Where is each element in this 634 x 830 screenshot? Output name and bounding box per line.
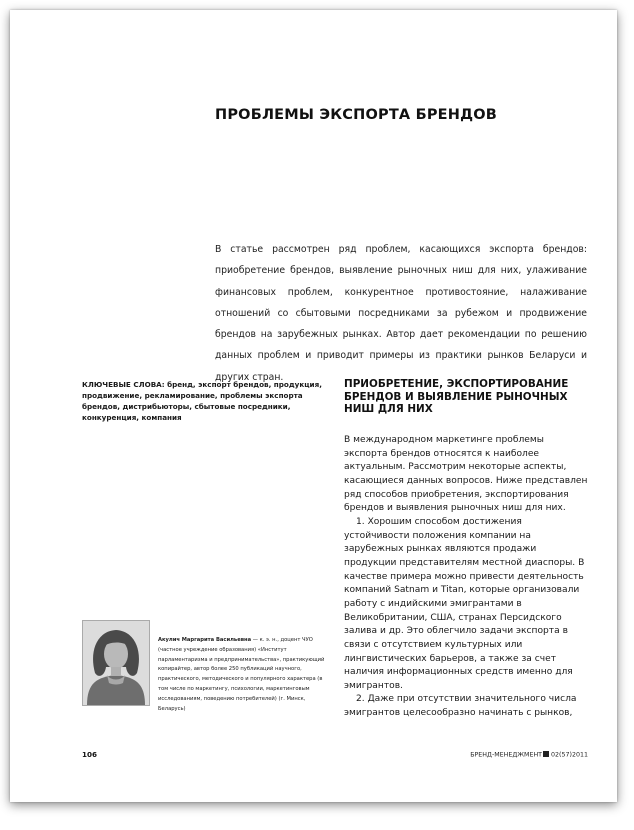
keywords-label: КЛЮЧЕВЫЕ СЛОВА: <box>82 380 165 389</box>
body-paragraph: 1. Хорошим способом достижения устойчивости положения компании на зарубежных рынках являются продажи продукции представителям местной диаспоры. В качестве примера можно привести деятельность компаний Satnam и Titan, которые организовали работу с индийскими эмигрантами в Великобритании, США, странах Персидского залива и др. Это облегчило задачи экспорта в связи с отсутствием культурных или лингвистических барьеров, а также за счет наличия информационных средств именно для эмигрантов. <box>344 516 585 691</box>
journal-footer <box>470 751 588 759</box>
article-body <box>344 434 589 721</box>
article-abstract <box>215 239 587 388</box>
section-heading: ПРИОБРЕТЕНИЕ, ЭКСПОРТИРОВАНИЕ БРЕНДОВ И ВЫЯВЛЕНИЕ РЫНОЧНЫХ НИШ ДЛЯ НИХ <box>344 378 569 416</box>
journal-name: БРЕНД-МЕНЕДЖМЕНТ <box>470 751 543 759</box>
keywords-block <box>82 379 332 423</box>
square-icon <box>543 751 549 757</box>
abstract-text: В статье рассмотрен ряд проблем, касающихся экспорта брендов: приобретение брендов, выявление рыночных ниш для них, улаживание финансовых проблем, конкурентное противостояние, налаживание отношений со сбытовыми посредниками за рубежом и продвижение брендов на зарубежных рынках. Автор дает рекомендации по решению данных проблем и приводит примеры из практики рынков Беларуси и других стран. <box>215 244 587 383</box>
author-portrait-icon <box>83 621 149 705</box>
body-paragraph: 2. Даже при отсутствии значительного числа эмигрантов целесообразно начинать с рынков, <box>344 694 577 719</box>
body-paragraph: В международном маркетинге проблемы экспорта брендов относятся к наиболее актуальным. Рассмотрим некоторые аспекты, касающиеся данных вопросов. Ниже представлен ряд способов приобретения, экспортирования брендов и выявления рыночных ниш для них. <box>344 435 588 514</box>
page-number: 106 <box>82 750 98 759</box>
keywords-list: бренд, экспорт брендов, продукция, продвижение, рекламирование, проблемы экспорта брендов, дистрибьюторы, сбытовые посредники, конкуренция, компания <box>82 380 322 422</box>
journal-issue: 02(57)2011 <box>551 751 588 759</box>
author-info <box>158 636 330 714</box>
author-name: Акулич Маргарита Васильевна <box>158 637 252 643</box>
author-bio: — к. э. н., доцент ЧУО (частное учреждение образования) «Институт парламентаризма и предпринимательства», практикующий копирайтер, автор более 250 публикаций научного, практического, методического и популярного характера (в том числе по маркетингу, психологии, маркетинговым исследованиям, поведению потребителей) (г. Минск, Беларусь) <box>158 637 325 712</box>
document-page <box>10 10 617 802</box>
article-title: ПРОБЛЕМЫ ЭКСПОРТА БРЕНДОВ <box>215 107 497 123</box>
author-photo <box>82 620 150 706</box>
